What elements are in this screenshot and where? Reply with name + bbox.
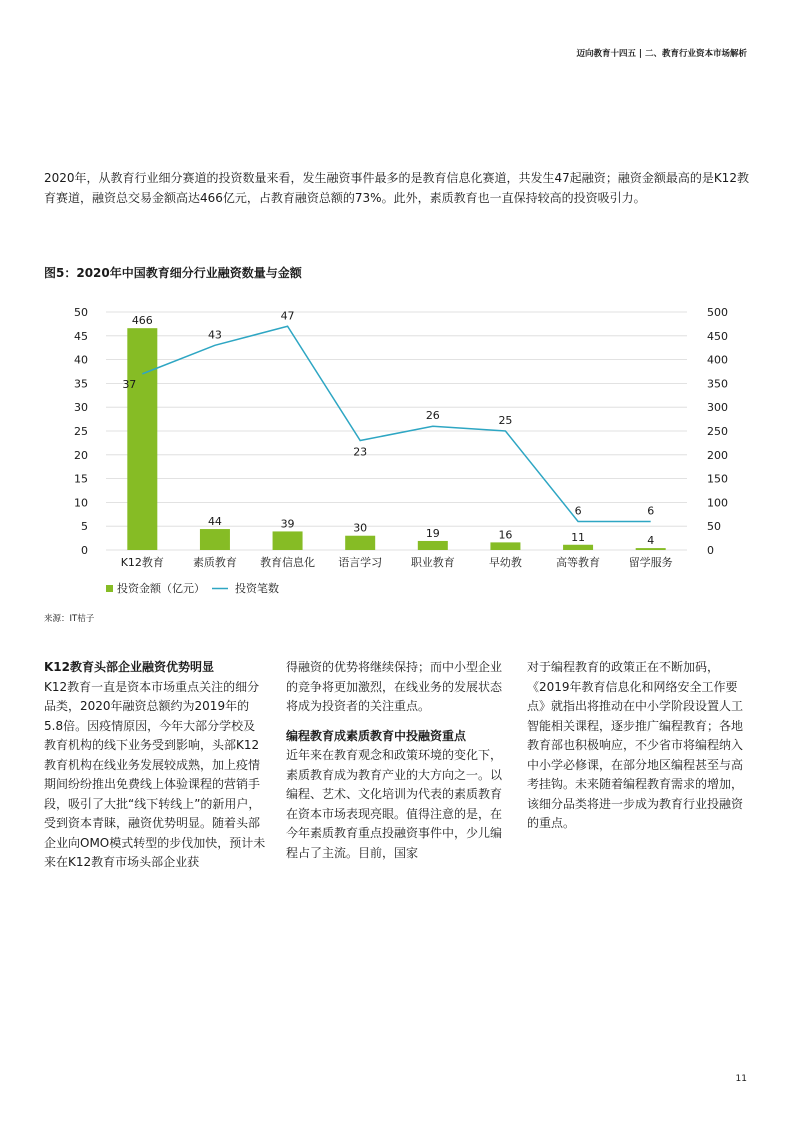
- column-3-text: 对于编程教育的政策正在不断加码，《2019年教育信息化和网络安全工作要点》就指出将推动在中小学阶段设置人工智能相关课程，逐步推广编程教育；各地教育部也积极响应，不少省市将编程纳入中小学必修课，在部分地区编程甚至与高考挂钩。未来随着编程教育需求的增加，该细分品类将进一步成为教育行业投融资的重点。: [527, 660, 744, 830]
- bar-value-label: 30: [353, 521, 368, 535]
- legend-line-label: 投资笔数: [235, 582, 279, 595]
- right-axis-ticks: [707, 306, 728, 557]
- column-2-text-2: 近年来在教育观念和政策环境的变化下，素质教育成为教育产业的大方向之一。以编程、艺术、文化培训为代表的素质教育在资本市场表现亮眼。值得注意的是，在今年素质教育重点投融资事件中，少儿编程占了主流。目前，国家: [286, 748, 503, 860]
- bar: [127, 328, 157, 550]
- left-tick-label: 40: [74, 353, 88, 367]
- line-value-label: 47: [280, 309, 295, 323]
- right-tick-label: 350: [707, 377, 728, 391]
- column-1: [44, 658, 266, 873]
- bar-value-label: 4: [647, 534, 655, 548]
- legend-bar-swatch: [106, 585, 113, 592]
- left-tick-label: 30: [74, 401, 88, 415]
- left-tick-label: 50: [74, 306, 88, 319]
- legend-bar-label: 投资金额（亿元）: [117, 582, 205, 595]
- column-1-heading: K12教育头部企业融资优势明显: [44, 660, 214, 674]
- category-label: 留学服务: [628, 556, 673, 569]
- column-2-text-1: 得融资的优势将继续保持；而中小型企业的竞争将更加激烈，在线业务的发展状态将成为投资者的关注重点。: [286, 660, 503, 713]
- left-tick-label: 15: [74, 472, 88, 486]
- category-label: 职业教育: [410, 556, 455, 569]
- category-labels: [121, 555, 673, 569]
- right-tick-label: 450: [707, 329, 728, 343]
- category-label: 早幼教: [488, 556, 522, 569]
- line-value-label: 43: [207, 328, 222, 342]
- right-tick-label: 200: [707, 448, 728, 462]
- bar: [563, 545, 593, 550]
- category-label: 教育信息化: [260, 556, 316, 569]
- category-label: 高等教育: [556, 556, 601, 569]
- running-header: 迈向教育十四五 | 二、教育行业资本市场解析: [576, 49, 747, 59]
- column-2-heading: 编程教育成素质教育中投融资重点: [286, 728, 467, 743]
- bar: [200, 529, 230, 550]
- left-tick-label: 10: [74, 496, 88, 510]
- right-tick-label: 250: [707, 425, 728, 438]
- column-2: [286, 658, 508, 863]
- column-1-text: K12教育一直是资本市场重点关注的细分品类，2020年融资总额约为2019年的5.8倍。因疫情原因，今年大部分学校及教育机构的线下业务受到影响，头部K12教育机构在线业务发展较成熟，加上疫情期间纷纷推出免费线上体验课程的营销手段，吸引了大批“线下转线上”的新用户，受到资本青睐，融资优势明显。随着头部企业向OMO模式转型的步伐加快，预计未来在K12教育市场头部企业获: [44, 679, 266, 869]
- chart-grid: [106, 312, 687, 550]
- bar: [490, 542, 520, 550]
- right-tick-label: 100: [707, 496, 728, 510]
- category-label: 素质教育: [192, 556, 237, 569]
- line-value-labels: [122, 309, 654, 517]
- bar: [273, 531, 303, 550]
- bar: [636, 548, 666, 550]
- left-tick-label: 25: [74, 425, 88, 438]
- right-tick-label: 150: [707, 472, 728, 486]
- right-tick-label: 50: [707, 520, 721, 534]
- bar-value-label: 16: [498, 528, 513, 542]
- line-value-label: 25: [498, 414, 513, 427]
- funding-chart: [0, 296, 793, 608]
- chart-legend: [106, 581, 279, 595]
- bar-value-label: 19: [425, 526, 440, 540]
- left-tick-label: 5: [81, 520, 88, 534]
- bar-value-label: 466: [131, 314, 153, 328]
- line-value-label: 37: [122, 377, 137, 391]
- bar: [418, 541, 448, 550]
- category-label: K12教育: [120, 556, 164, 569]
- right-tick-label: 0: [707, 544, 714, 557]
- bar: [345, 536, 375, 550]
- count-line-series: [142, 326, 650, 521]
- right-tick-label: 400: [707, 353, 728, 367]
- line-value-label: 23: [353, 445, 368, 459]
- category-label: 语言学习: [338, 556, 383, 569]
- left-tick-label: 35: [74, 377, 88, 391]
- bar-value-label: 11: [571, 530, 586, 544]
- left-tick-label: 45: [74, 329, 88, 343]
- line-value-label: 26: [425, 409, 440, 423]
- left-axis-ticks: [74, 306, 88, 557]
- left-tick-label: 20: [74, 448, 88, 462]
- line-value-label: 6: [647, 504, 655, 518]
- intro-paragraph: 2020年，从教育行业细分赛道的投资数量来看，发生融资事件最多的是教育信息化赛道，共发生47起融资；融资金额最高的是K12教育赛道，融资总交易金额高达466亿元，占教育融资总额的73%。此外，素质教育也一直保持较高的投资吸引力。: [44, 171, 749, 205]
- bar-value-label: 39: [280, 517, 295, 531]
- left-tick-label: 0: [81, 544, 88, 557]
- source-note: 来源：IT桔子: [44, 614, 95, 624]
- right-tick-label: 300: [707, 401, 728, 415]
- bar-value-label: 44: [207, 515, 222, 529]
- column-3: [527, 658, 749, 834]
- right-tick-label: 500: [707, 306, 728, 319]
- figure-title: 图5：2020年中国教育细分行业融资数量与金额: [44, 266, 302, 280]
- line-value-label: 6: [574, 504, 582, 518]
- page-number: 11: [735, 1074, 747, 1084]
